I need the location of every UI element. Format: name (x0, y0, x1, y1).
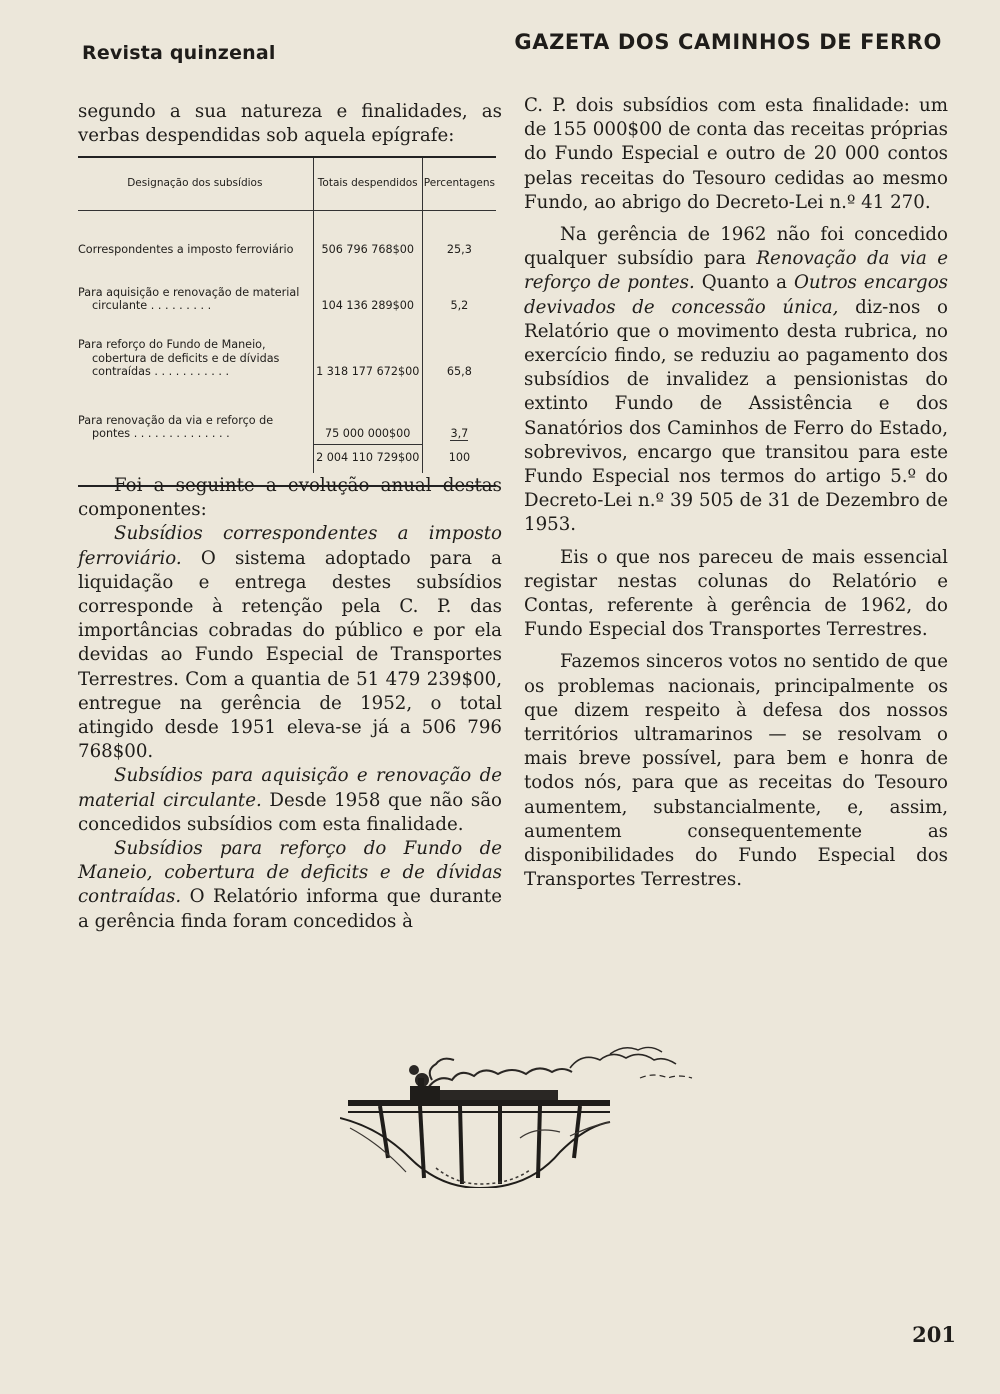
paragraph (78, 522, 502, 764)
paragraph-text: O sistema adoptado para a liquidação e entrega destes subsídios corresponde à retenção pela C. P. das importâncias cobradas do público e por ela devidas ao Fundo Especial de Transportes Terrestres. Com a quantia de 51 479 239$00, entregue na gerência de 1952, o total atingido desde 1951 eleva-se já a 506 796 768$00. (78, 547, 502, 763)
row-total: 104 136 289$00 (313, 261, 422, 317)
row-total: 75 000 000$00 (313, 383, 422, 445)
running-head-right: GAZETA DOS CAMINHOS DE FERRO (514, 30, 942, 54)
col-header-designation: Designação dos subsídios (78, 158, 313, 211)
paragraph (78, 837, 502, 934)
table-header-row (78, 158, 496, 211)
paragraph-heading: Subsídios para aquisição e renovação de material circulante. (78, 765, 502, 811)
paragraph (78, 764, 502, 837)
total-pct: 100 (448, 450, 471, 464)
page-number: 201 (912, 1322, 956, 1347)
table-total-row (78, 445, 496, 473)
paragraph-text: O Relatório informa que durante a gerência finda foram concedidos à (78, 886, 502, 932)
paragraph-text: Na gerência de 1962 não foi concedido qualquer subsídio para (524, 224, 948, 270)
paragraph-heading: Subsídios correspondentes a imposto ferroviário. (78, 523, 502, 569)
row-total: 1 318 177 672$00 (313, 317, 422, 383)
row-pct: 65,8 (446, 365, 472, 378)
paragraph-italic: Renovação da via e reforço de pontes. (524, 248, 949, 294)
col-header-totals: Totais despendidos (313, 158, 422, 211)
paragraph-text: diz-nos o Relatório que o movimento desta rubrica, no exercício findo, se reduziu ao pagamento dos subsídios de invalidez a pensionistas do extinto Fundo de Assistência e dos Sanatórios dos Caminhos de Ferro do Estado, sobrevivos, encargo que transitou para este Fundo Especial nos termos do artigo 5.º do Decreto-Lei n.º 39 505 de 31 de Dezembro de 1953. (524, 296, 948, 536)
paragraph (524, 223, 948, 538)
paragraph-text: Quanto a (694, 272, 794, 294)
intro-paragraph: segundo a sua natureza e finalidades, as verbas despendidas sob aquela epígrafe: (78, 101, 502, 147)
row-pct: 3,7 (450, 427, 469, 440)
subsidies-table (78, 156, 496, 487)
left-column-body (78, 474, 502, 934)
train-on-viaduct-icon (340, 1018, 720, 1188)
total-sum: 2 004 110 729$00 (313, 445, 422, 473)
row-label: Para reforço do Fundo de Maneio, cobertura de deficits e de dívidas contraídas . . . . . . . . . . . (78, 338, 280, 378)
table-row (78, 211, 496, 261)
row-label: Correspondentes a imposto ferroviário (78, 211, 313, 261)
paragraph: C. P. dois subsídios com esta finalidade: um de 155 000$00 de conta das receitas próprias do Fundo Especial e outro de 20 000 contos pelas receitas do Tesouro cedidas ao mesmo Fundo, ao abrigo do Decreto-Lei n.º 41 270. (524, 95, 948, 213)
row-pct: 25,3 (446, 243, 472, 256)
paragraph: Fazemos sinceros votos no sentido de que os problemas nacionais, principalmente os que dizem respeito à defesa dos nossos territórios ultramarinos — se resolvam o mais breve possível, para bem e honra de todos nós, para que as receitas do Tesouro aumentem, substancialmente, e, assim, aumentem consequentemente as disponibilidades do Fundo Especial dos Transportes Terrestres. (524, 651, 948, 891)
row-label: Para aquisição e renovação de material circulante . . . . . . . . . (78, 285, 300, 312)
right-column (524, 94, 948, 893)
paragraph-italic: Outros encargos devivados de concessão única, (524, 272, 948, 318)
paragraph: Eis o que nos pareceu de mais essencial registar nestas colunas do Relatório e Contas, referente à gerência de 1962, do Fundo Especial dos Transportes Terrestres. (524, 546, 948, 641)
left-column (78, 100, 502, 148)
table-row (78, 317, 496, 383)
col-header-percent: Percentagens (422, 158, 496, 211)
row-label: Para renovação da via e reforço de pontes . . . . . . . . . . . . . . (78, 413, 274, 440)
table-row (78, 261, 496, 317)
running-head-left: Revista quinzenal (82, 42, 276, 64)
row-total: 506 796 768$00 (313, 211, 422, 261)
paragraph: Foi a seguinte a evolução anual destas componentes: (78, 475, 502, 521)
paragraph-heading: Subsídios para reforço do Fundo de Maneio, cobertura de deficits e de dívidas contraídas. (78, 838, 502, 908)
row-pct: 5,2 (450, 299, 469, 312)
table-row (78, 383, 496, 445)
paragraph-text: Desde 1958 que não são concedidos subsídios com esta finalidade. (78, 789, 503, 835)
